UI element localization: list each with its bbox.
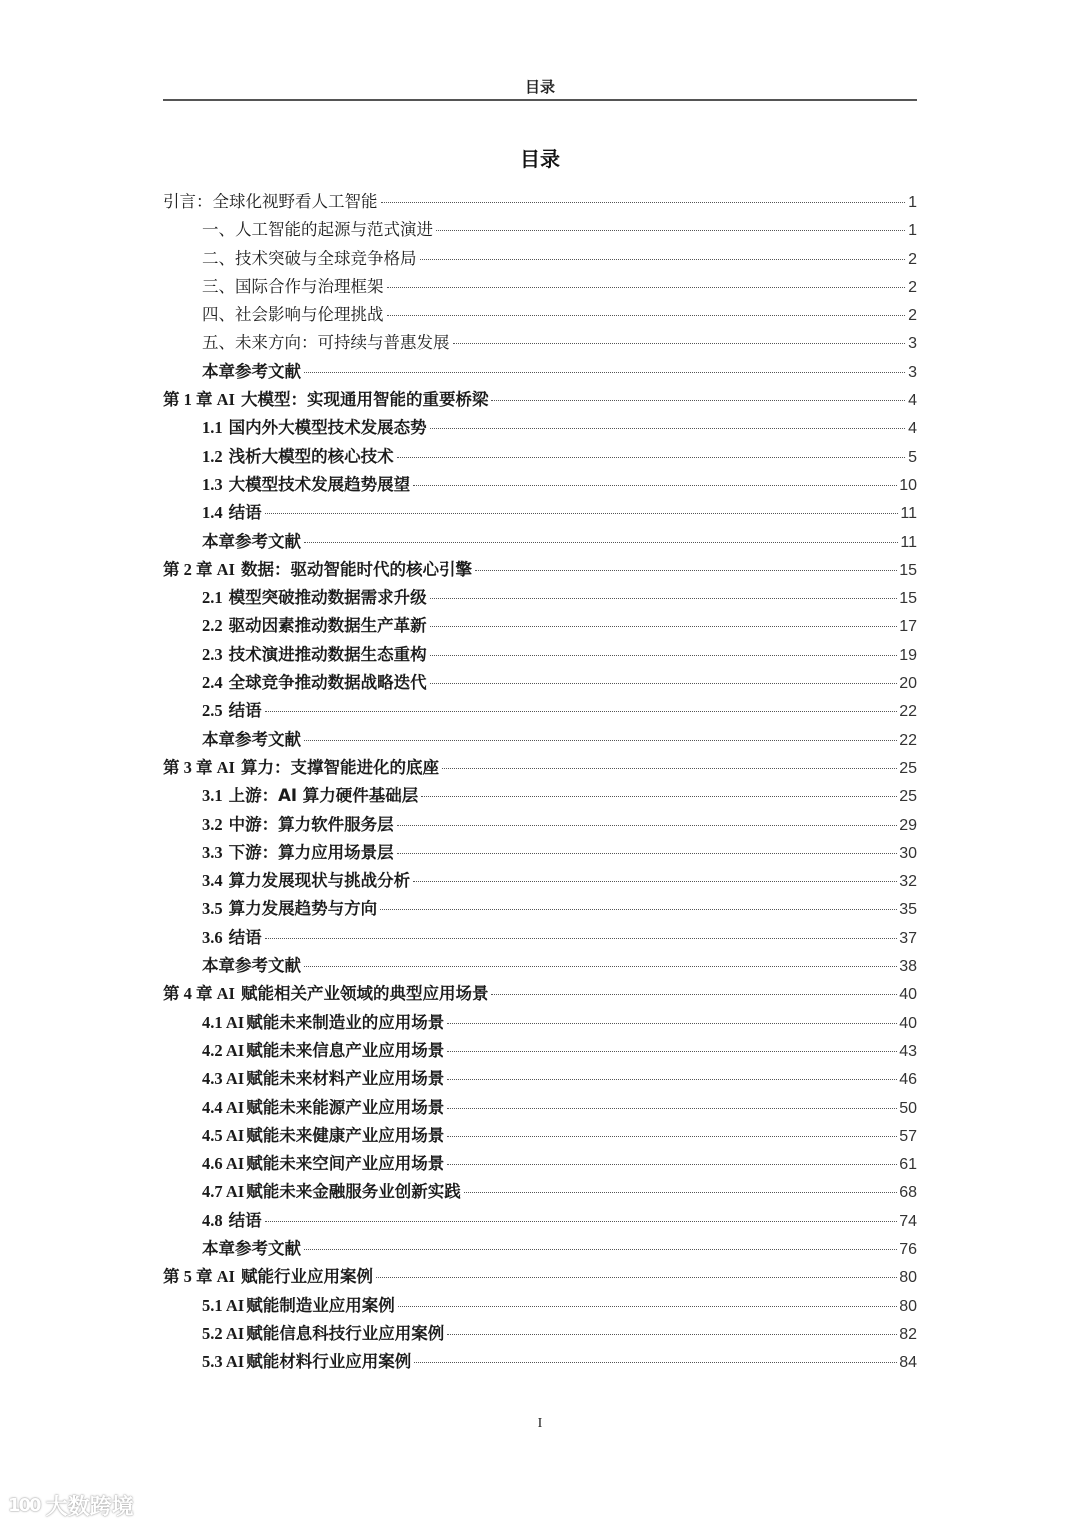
toc-entry[interactable] (163, 471, 917, 499)
dot-leader (430, 655, 898, 656)
watermark-logo-icon: 100 (8, 1495, 40, 1516)
toc-entry[interactable] (163, 697, 917, 725)
dot-leader (464, 1192, 898, 1193)
toc-page-number: 57 (899, 1127, 917, 1145)
toc-page-number: 22 (899, 731, 917, 749)
dot-leader (397, 825, 898, 826)
toc-entry[interactable] (163, 1150, 917, 1178)
dot-leader (398, 1306, 898, 1307)
toc-page-number: 46 (899, 1071, 917, 1089)
dot-leader (387, 287, 906, 288)
toc-entry-number: 4.3 AI (202, 1069, 245, 1089)
toc-entry[interactable] (163, 867, 917, 895)
toc-page-number: 2 (908, 278, 917, 296)
toc-page-number: 2 (908, 307, 917, 325)
dot-leader (421, 796, 897, 797)
toc-page-number: 37 (899, 929, 917, 947)
toc-entry[interactable] (163, 528, 917, 556)
toc-page-number: 3 (908, 363, 917, 381)
toc-entry-title: 算力：支撑智能进化的底座 (240, 757, 439, 777)
toc-page-number: 80 (899, 1269, 917, 1287)
toc-page-number: 5 (908, 448, 917, 466)
dot-leader (304, 740, 897, 741)
dot-leader (420, 259, 906, 260)
toc-entry-title: 全球竞争推动数据战略迭代 (228, 673, 427, 693)
toc-entry-title: 引言：全球化视野看人工智能 (163, 192, 378, 211)
dot-leader (304, 966, 897, 967)
toc-entry-number: 1.2 (202, 446, 223, 466)
toc-entry-title: 本章参考文献 (202, 361, 301, 381)
table-of-contents (163, 188, 917, 1376)
toc-entry[interactable] (163, 839, 917, 867)
dot-leader (265, 1221, 898, 1222)
toc-entry[interactable] (163, 952, 917, 980)
dot-leader (447, 1023, 897, 1024)
dot-leader (381, 202, 906, 203)
dot-leader (430, 598, 898, 599)
toc-entry-title: 五、未来方向：可持续与普惠发展 (202, 333, 450, 353)
dot-leader (413, 485, 897, 486)
dot-leader (447, 1164, 897, 1165)
toc-page-number: 15 (899, 561, 917, 579)
toc-entry[interactable] (163, 1009, 917, 1037)
toc-page-number: 1 (908, 194, 917, 211)
toc-entry-number: 5.1 AI (202, 1295, 245, 1315)
toc-chapter-entry[interactable] (163, 386, 917, 414)
toc-entry[interactable] (163, 1122, 917, 1150)
dot-leader (265, 513, 899, 514)
dot-leader (447, 1108, 897, 1109)
toc-page-number: 30 (899, 844, 917, 862)
toc-entry-title: 本章参考文献 (202, 1238, 301, 1258)
toc-entry[interactable] (163, 273, 917, 301)
toc-page-number: 35 (899, 901, 917, 919)
toc-entry-title: 赋能信息科技行业应用案例 (246, 1323, 445, 1343)
dot-leader (447, 1079, 897, 1080)
toc-page-number: 20 (899, 675, 917, 693)
toc-page-number: 84 (899, 1354, 917, 1372)
toc-entry-number: 4.1 AI (202, 1012, 245, 1032)
dot-leader (491, 400, 905, 401)
toc-entry-title: 本章参考文献 (202, 956, 301, 976)
toc-page-number: 74 (899, 1212, 917, 1230)
toc-entry-title: 大模型技术发展趋势展望 (228, 474, 411, 494)
toc-entry[interactable] (163, 1292, 917, 1320)
dot-leader (397, 853, 898, 854)
toc-entry-title: 大模型：实现通用智能的重要桥梁 (240, 390, 489, 410)
toc-entry[interactable] (163, 499, 917, 527)
toc-entry[interactable] (163, 1178, 917, 1206)
header-rule (163, 99, 917, 101)
dot-leader (265, 711, 898, 712)
toc-entry-title: 赋能未来能源产业应用场景 (246, 1097, 445, 1117)
watermark-text: 大数跨境 (45, 1495, 134, 1520)
toc-entry-title: 数据：驱动智能时代的核心引擎 (240, 559, 472, 579)
toc-page-number: 38 (899, 958, 917, 976)
toc-entry-number: 1.1 (202, 418, 223, 438)
toc-entry-title: 模型突破推动数据需求升级 (228, 588, 427, 608)
toc-entry-number: 3.3 (202, 842, 223, 862)
toc-entry-number: 3.6 (202, 927, 223, 947)
toc-page-number: 17 (899, 618, 917, 636)
toc-entry[interactable] (163, 1235, 917, 1263)
toc-entry-number: 3.5 (202, 899, 223, 919)
toc-entry-title: 驱动因素推动数据生产革新 (228, 616, 427, 636)
toc-page-number: 32 (899, 873, 917, 891)
toc-entry-title: 结语 (228, 701, 262, 721)
toc-page-number: 22 (899, 703, 917, 721)
toc-entry[interactable] (163, 612, 917, 640)
toc-entry[interactable] (163, 245, 917, 273)
toc-entry[interactable] (163, 726, 917, 754)
toc-entry-number: 第 2 章 AI (163, 559, 235, 579)
toc-entry[interactable] (163, 443, 917, 471)
toc-entry[interactable] (163, 1094, 917, 1122)
toc-entry-title: 算力发展现状与挑战分析 (228, 871, 411, 891)
toc-entry[interactable] (163, 188, 917, 216)
toc-page-number: 4 (908, 420, 917, 438)
toc-entry-title: 赋能未来材料产业应用场景 (246, 1069, 445, 1089)
toc-page-number: 50 (899, 1099, 917, 1117)
toc-entry-number: 2.1 (202, 588, 223, 608)
toc-entry-number: 3.2 (202, 814, 223, 834)
toc-entry-number: 2.3 (202, 644, 223, 664)
toc-entry[interactable] (163, 216, 917, 244)
toc-page-number: 40 (899, 986, 917, 1004)
toc-page-number: 25 (899, 788, 917, 806)
watermark (8, 1490, 134, 1521)
toc-entry-number: 3.4 (202, 871, 223, 891)
toc-page-number: 25 (899, 759, 917, 777)
toc-entry-number: 5.2 AI (202, 1323, 245, 1343)
toc-page-number: 40 (899, 1014, 917, 1032)
toc-entry-title: 赋能行业应用案例 (240, 1267, 373, 1287)
toc-entry-title: 结语 (228, 503, 262, 523)
toc-page-number: 61 (899, 1156, 917, 1174)
dot-leader (376, 1277, 897, 1278)
toc-entry-number: 4.2 AI (202, 1040, 245, 1060)
dot-leader (387, 315, 906, 316)
toc-entry-title: 赋能未来制造业的应用场景 (246, 1012, 445, 1032)
toc-page-number: 4 (908, 392, 917, 410)
toc-entry-title: 上游：AI 算力硬件基础层 (228, 786, 419, 806)
dot-leader (380, 909, 897, 910)
toc-entry-number: 4.8 (202, 1210, 223, 1230)
dot-leader (265, 938, 898, 939)
toc-entry-title: 三、国际合作与治理框架 (202, 276, 384, 296)
toc-entry-number: 第 3 章 AI (163, 757, 235, 777)
toc-entry-title: 浅析大模型的核心技术 (228, 446, 394, 466)
toc-page-number: 19 (899, 646, 917, 664)
toc-entry[interactable] (163, 414, 917, 442)
dot-leader (430, 428, 905, 429)
toc-page-number: 43 (899, 1042, 917, 1060)
dot-leader (491, 994, 897, 995)
toc-entry[interactable] (163, 301, 917, 329)
dot-leader (442, 768, 897, 769)
toc-entry-title: 赋能制造业应用案例 (246, 1295, 395, 1315)
toc-entry-number: 1.4 (202, 503, 223, 523)
toc-entry[interactable] (163, 811, 917, 839)
dot-leader (430, 626, 898, 627)
toc-page-number: 80 (899, 1297, 917, 1315)
toc-page-number: 11 (900, 505, 917, 523)
toc-entry[interactable] (163, 358, 917, 386)
toc-entry-number: 4.4 AI (202, 1097, 245, 1117)
toc-entry-number: 第 1 章 AI (163, 390, 235, 410)
toc-page-number: 3 (908, 335, 917, 353)
toc-entry-title: 结语 (228, 1210, 262, 1230)
dot-leader (304, 1249, 897, 1250)
toc-entry-title: 二、技术突破与全球竞争格局 (202, 248, 417, 268)
page-title: 目录 (520, 147, 560, 171)
toc-entry[interactable] (163, 1348, 917, 1376)
toc-chapter-entry[interactable] (163, 1263, 917, 1291)
toc-entry-number: 第 4 章 AI (163, 984, 235, 1004)
toc-chapter-entry[interactable] (163, 754, 917, 782)
toc-chapter-entry[interactable] (163, 980, 917, 1008)
dot-leader (447, 1051, 897, 1052)
page-number: I (537, 1416, 543, 1431)
toc-entry-title: 赋能未来金融服务业创新实践 (246, 1182, 461, 1202)
running-header: 目录 (524, 78, 555, 96)
dot-leader (304, 542, 898, 543)
toc-entry[interactable] (163, 1207, 917, 1235)
dot-leader (447, 1334, 897, 1335)
toc-page-number: 82 (899, 1325, 917, 1343)
toc-entry[interactable] (163, 782, 917, 810)
dot-leader (414, 1362, 897, 1363)
toc-entry[interactable] (163, 584, 917, 612)
toc-entry-title: 赋能未来空间产业应用场景 (246, 1154, 445, 1174)
toc-entry-number: 4.6 AI (202, 1154, 245, 1174)
toc-chapter-entry[interactable] (163, 556, 917, 584)
toc-entry-number: 4.7 AI (202, 1182, 245, 1202)
toc-entry-title: 一、人工智能的起源与范式演进 (202, 220, 433, 240)
toc-entry-number: 3.1 (202, 786, 223, 806)
toc-entry[interactable] (163, 924, 917, 952)
toc-entry-number: 2.4 (202, 673, 223, 693)
toc-page-number: 11 (900, 533, 917, 551)
toc-entry-title: 结语 (228, 927, 262, 947)
toc-page-number: 15 (899, 590, 917, 608)
dot-leader (436, 230, 905, 231)
toc-entry[interactable] (163, 1037, 917, 1065)
toc-entry-title: 赋能未来信息产业应用场景 (246, 1040, 445, 1060)
dot-leader (453, 343, 906, 344)
dot-leader (447, 1136, 897, 1137)
dot-leader (413, 881, 897, 882)
toc-page-number: 29 (899, 816, 917, 834)
toc-entry-title: 算力发展趋势与方向 (228, 899, 378, 919)
toc-entry-number: 2.2 (202, 616, 223, 636)
dot-leader (304, 372, 905, 373)
toc-entry-title: 赋能相关产业领域的典型应用场景 (240, 984, 489, 1004)
toc-entry-title: 本章参考文献 (202, 729, 301, 749)
toc-entry[interactable] (163, 641, 917, 669)
toc-entry-number: 4.5 AI (202, 1125, 245, 1145)
toc-entry[interactable] (163, 1065, 917, 1093)
toc-page-number: 1 (908, 222, 917, 240)
dot-leader (430, 683, 898, 684)
toc-entry[interactable] (163, 329, 917, 357)
toc-entry-number: 1.3 (202, 474, 223, 494)
toc-entry-number: 2.5 (202, 701, 223, 721)
toc-entry-title: 赋能未来健康产业应用场景 (246, 1125, 445, 1145)
toc-entry-title: 技术演进推动数据生态重构 (228, 644, 427, 664)
dot-leader (397, 457, 905, 458)
toc-entry-title: 本章参考文献 (202, 531, 301, 551)
toc-page-number: 76 (899, 1240, 917, 1258)
toc-entry[interactable] (163, 1320, 917, 1348)
toc-entry-number: 5.3 AI (202, 1352, 245, 1372)
toc-entry-title: 下游：算力应用场景层 (228, 842, 394, 862)
toc-entry-title: 四、社会影响与伦理挑战 (202, 305, 384, 325)
toc-page-number: 10 (899, 476, 917, 494)
dot-leader (475, 570, 897, 571)
toc-entry[interactable] (163, 669, 917, 697)
toc-entry-title: 赋能材料行业应用案例 (246, 1352, 412, 1372)
toc-page-number: 68 (899, 1184, 917, 1202)
toc-entry[interactable] (163, 895, 917, 923)
toc-page-number: 2 (908, 250, 917, 268)
toc-entry-title: 国内外大模型技术发展态势 (228, 418, 427, 438)
toc-entry-number: 第 5 章 AI (163, 1267, 235, 1287)
toc-entry-title: 中游：算力软件服务层 (228, 814, 394, 834)
